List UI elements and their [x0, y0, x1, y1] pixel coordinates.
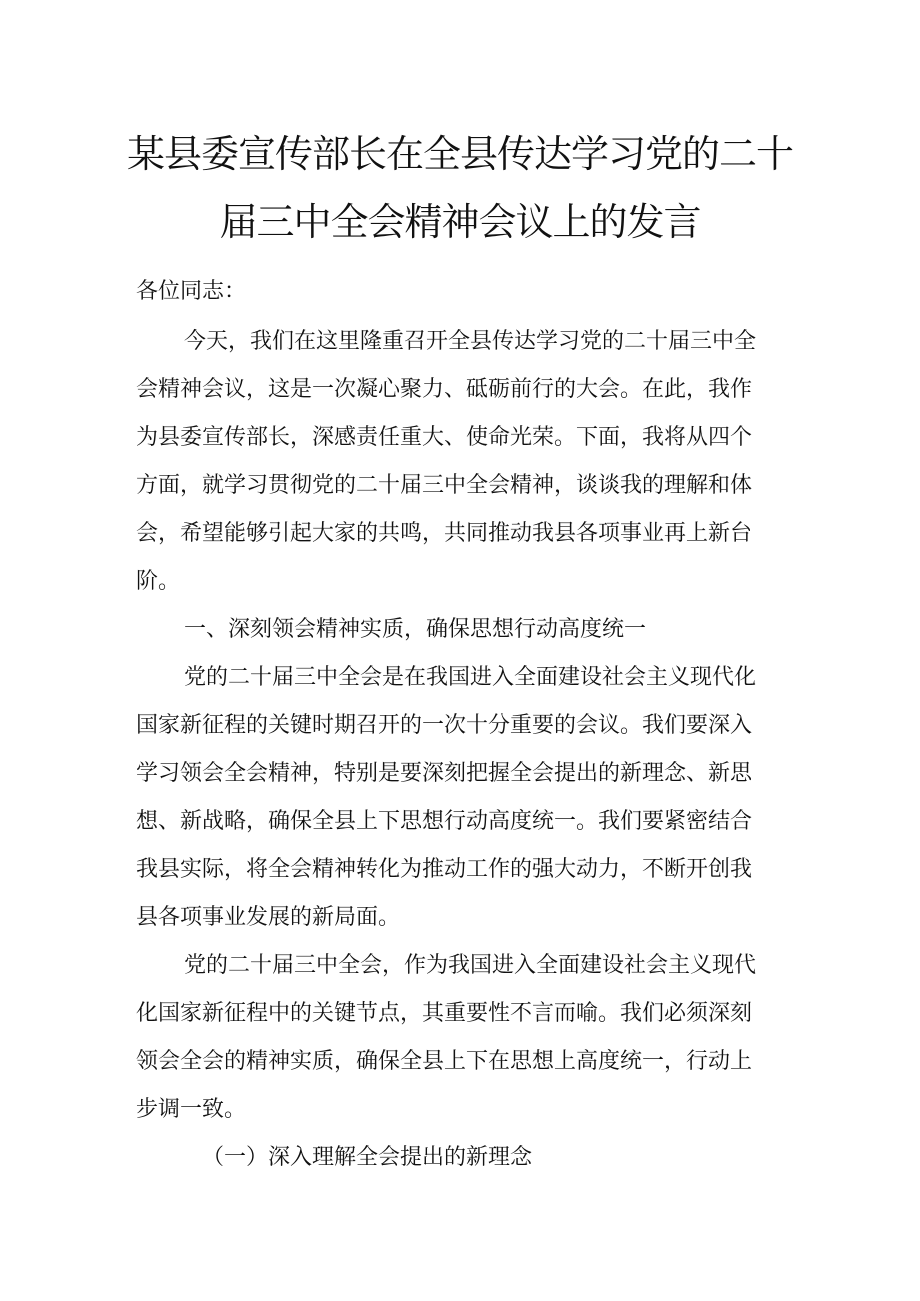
paragraph-2-line: 国家新征程的关键时期召开的一次十分重要的会议。我们要深入 [136, 713, 753, 738]
paragraph-3-line: 步调一致。 [136, 1097, 247, 1122]
document-title-line-2: 届三中全会精神会议上的发言 [219, 200, 701, 244]
salutation: 各位同志： [136, 279, 247, 304]
document-title-line-1: 某县委宣传部长在全县传达学习党的二十 [126, 132, 793, 176]
paragraph-2-line: 学习领会全会精神，特别是要深刻把握全会提出的新理念、新思 [136, 761, 753, 786]
paragraph-2-line: 我县实际，将全会精神转化为推动工作的强大动力，不断开创我 [136, 857, 753, 882]
paragraph-2-line: 党的二十届三中全会是在我国进入全面建设社会主义现代化 [184, 665, 757, 690]
paragraph-1-line: 阶。 [136, 569, 181, 594]
paragraph-1-line: 方面，就学习贯彻党的二十届三中全会精神，谈谈我的理解和体 [136, 473, 753, 498]
paragraph-1-line: 今天，我们在这里隆重召开全县传达学习党的二十届三中全 [184, 329, 757, 354]
paragraph-3-line: 领会全会的精神实质，确保全县上下在思想上高度统一，行动上 [136, 1049, 753, 1074]
paragraph-1-line: 会精神会议，这是一次凝心聚力、砥砺前行的大会。在此，我作 [136, 377, 753, 402]
paragraph-3-line: 化国家新征程中的关键节点，其重要性不言而喻。我们必须深刻 [136, 1001, 753, 1026]
paragraph-3-line: 党的二十届三中全会，作为我国进入全面建设社会主义现代 [184, 953, 757, 978]
section-heading-1: 一、深刻领会精神实质，确保思想行动高度统一 [184, 617, 647, 642]
paragraph-1-line: 会，希望能够引起大家的共鸣，共同推动我县各项事业再上新台 [136, 521, 753, 546]
paragraph-2-line: 想、新战略，确保全县上下思想行动高度统一。我们要紧密结合 [136, 809, 753, 834]
paragraph-1-line: 为县委宣传部长，深感责任重大、使命光荣。下面，我将从四个 [136, 425, 753, 450]
sub-heading-1: （一）深入理解全会提出的新理念 [202, 1145, 533, 1170]
paragraph-2-line: 县各项事业发展的新局面。 [136, 905, 401, 930]
